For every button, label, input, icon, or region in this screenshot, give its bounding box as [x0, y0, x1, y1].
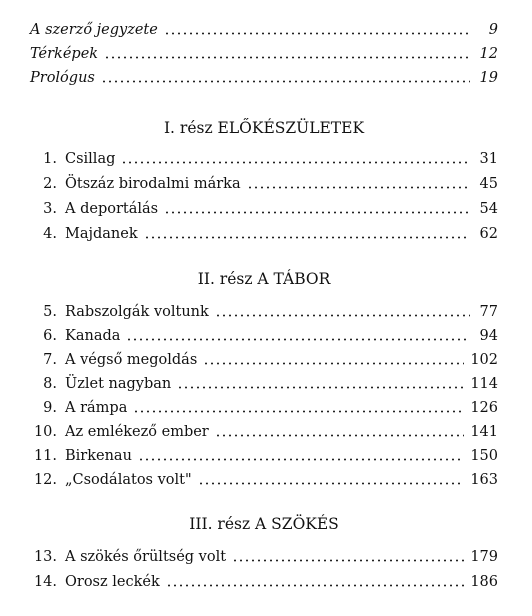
- entry-page: 31: [479, 151, 498, 167]
- dot-leader: [138, 458, 464, 461]
- entry-title: Orosz leckék: [65, 574, 160, 590]
- toc-entry: [30, 44, 498, 64]
- dot-leader: [164, 211, 470, 214]
- entry-page: 141: [470, 424, 498, 440]
- entry-page: 163: [470, 472, 498, 488]
- part-heading: II. rész A TÁBOR: [197, 270, 331, 288]
- dot-leader: [247, 186, 470, 189]
- toc-entry: [30, 374, 498, 394]
- chapter-number: 9.: [43, 400, 57, 416]
- chapter-number: 12.: [33, 472, 57, 488]
- chapter-number: 3.: [43, 201, 57, 217]
- entry-title: A deportálás: [65, 201, 159, 217]
- entry-title: Üzlet nagyban: [65, 376, 172, 392]
- entry-title: Térképek: [30, 46, 99, 62]
- entry-title: „Csodálatos volt": [65, 472, 192, 488]
- dot-leader: [101, 80, 470, 83]
- dot-leader: [104, 56, 470, 59]
- entry-title: Prológus: [30, 70, 95, 86]
- entry-page: 94: [479, 328, 498, 344]
- entry-title: A rámpa: [65, 400, 128, 416]
- chapter-number: 5.: [43, 304, 57, 320]
- chapter-number: 11.: [33, 448, 57, 464]
- toc-entry: [30, 224, 498, 244]
- dot-leader: [198, 482, 465, 485]
- entry-page: 45: [479, 176, 498, 192]
- entry-page: 150: [470, 448, 498, 464]
- entry-page: 126: [470, 400, 498, 416]
- dot-leader: [144, 236, 470, 239]
- chapter-number: 4.: [43, 226, 57, 242]
- entry-title: Rabszolgák voltunk: [65, 304, 209, 320]
- chapter-number: 14.: [33, 574, 57, 590]
- dot-leader: [203, 362, 464, 365]
- entry-page: 179: [470, 549, 498, 565]
- chapter-number: 2.: [43, 176, 57, 192]
- dot-leader: [133, 410, 464, 413]
- entry-page: 12: [479, 46, 498, 62]
- dot-leader: [166, 584, 465, 587]
- chapter-number: 13.: [33, 549, 57, 565]
- entry-title: Kanada: [65, 328, 121, 344]
- chapter-number: 10.: [33, 424, 57, 440]
- toc-entry: [30, 149, 498, 169]
- chapter-number: 8.: [43, 376, 57, 392]
- chapter-number: 1.: [43, 151, 57, 167]
- part-heading: III. rész A SZÖKÉS: [189, 515, 339, 533]
- toc-entry: [30, 446, 498, 466]
- toc-entry: [30, 470, 498, 490]
- entry-title: Csillag: [65, 151, 116, 167]
- entry-title: A végső megoldás: [65, 352, 198, 368]
- dot-leader: [121, 161, 470, 164]
- dot-leader: [215, 434, 465, 437]
- entry-page: 114: [470, 376, 498, 392]
- toc-entry: [30, 326, 498, 346]
- toc-entry: [30, 350, 498, 370]
- dot-leader: [232, 559, 464, 562]
- entry-title: Majdanek: [65, 226, 138, 242]
- entry-page: 186: [470, 574, 498, 590]
- entry-title: Ötszáz birodalmi márka: [65, 176, 241, 192]
- entry-page: 54: [479, 201, 498, 217]
- toc-entry: [30, 398, 498, 418]
- entry-page: 102: [470, 352, 498, 368]
- chapter-number: 6.: [43, 328, 57, 344]
- toc-entry: [30, 174, 498, 194]
- entry-page: 9: [488, 22, 498, 38]
- toc-entry: [30, 422, 498, 442]
- toc-entry: [30, 20, 498, 40]
- entry-page: 62: [479, 226, 498, 242]
- entry-page: 19: [479, 70, 498, 86]
- entry-title: Birkenau: [65, 448, 132, 464]
- toc-entry: [30, 547, 498, 567]
- entry-title: A szökés őrültség volt: [65, 549, 227, 565]
- dot-leader: [164, 32, 470, 35]
- toc-entry: [30, 199, 498, 219]
- chapter-number: 7.: [43, 352, 57, 368]
- dot-leader: [215, 314, 470, 317]
- entry-page: 77: [479, 304, 498, 320]
- entry-title: Az emlékező ember: [65, 424, 209, 440]
- dot-leader: [126, 338, 470, 341]
- part-heading: I. rész ELŐKÉSZÜLETEK: [163, 119, 365, 137]
- entry-title: A szerző jegyzete: [30, 22, 158, 38]
- dot-leader: [177, 386, 464, 389]
- toc-entry: [30, 68, 498, 88]
- toc-entry: [30, 302, 498, 322]
- toc-entry: [30, 572, 498, 592]
